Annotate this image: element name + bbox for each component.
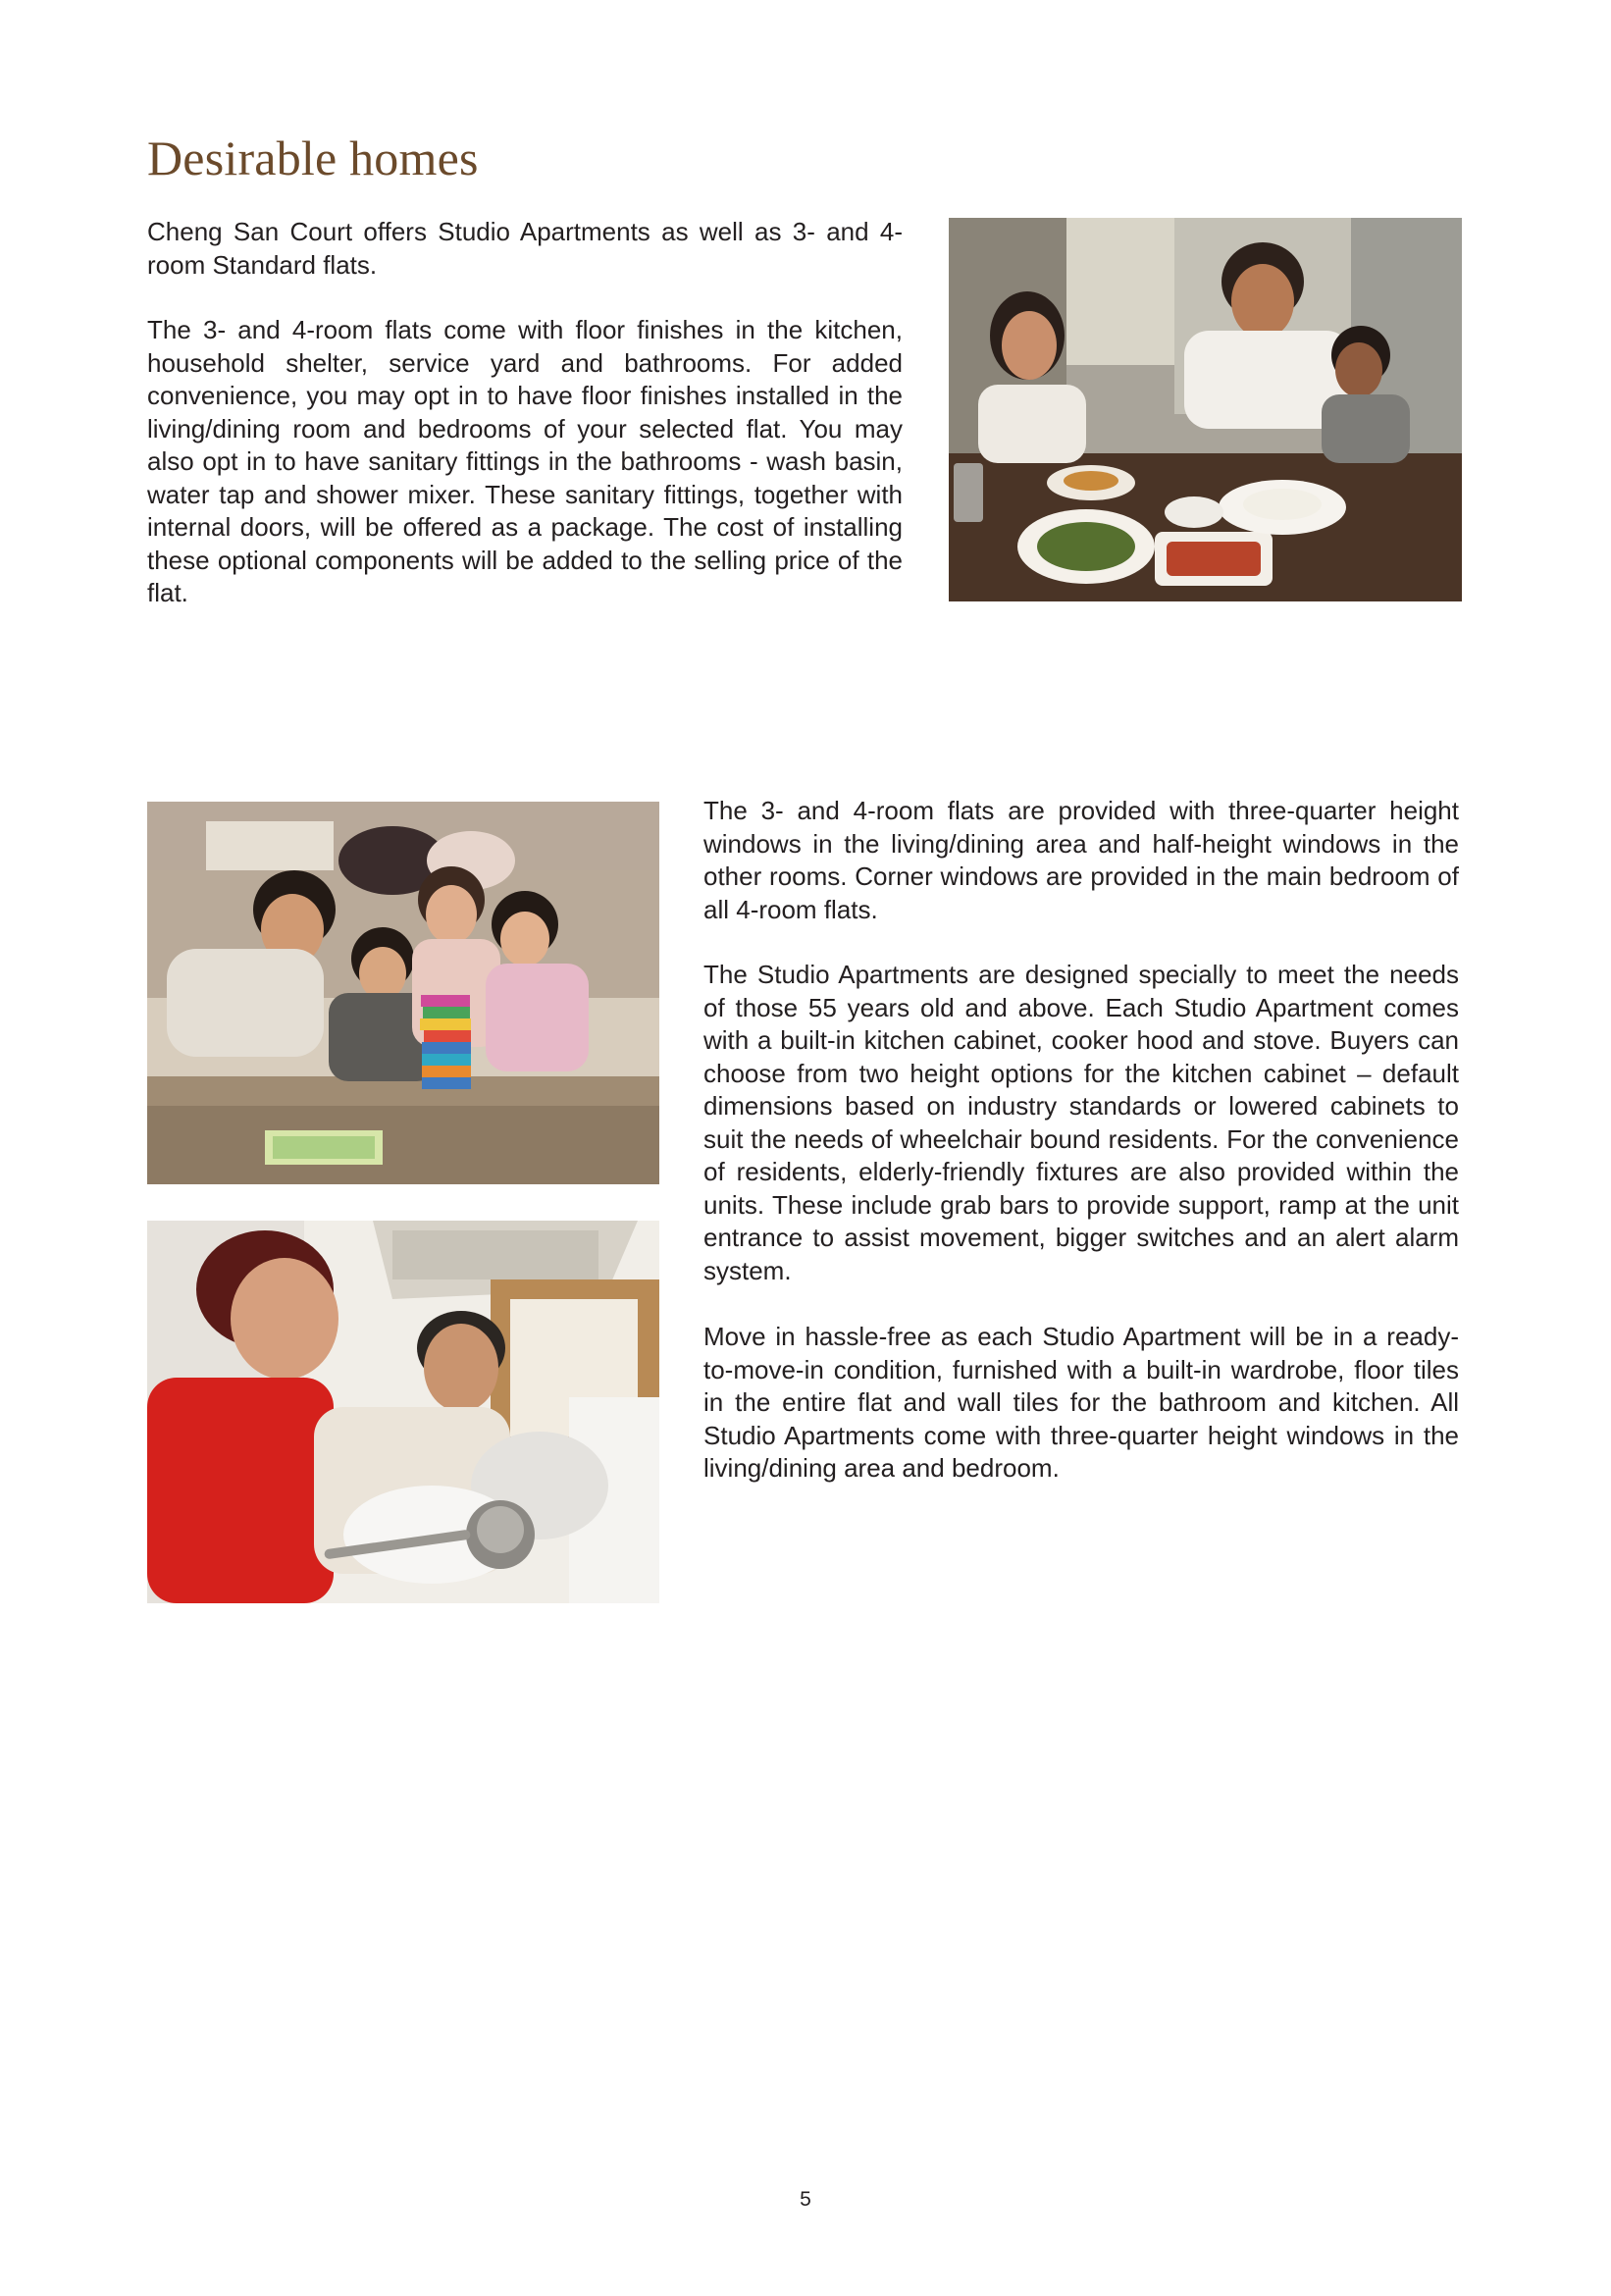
move-in-paragraph: Move in hassle-free as each Studio Apartment will be in a ready-to-move-in condition, furnished with a built-in wardrobe, floor tiles in the entire flat and wall tiles for the bathroom and kitchen. All Studio Apartments come with three-quarter height windows in the living/dining area and bedroom. [703, 1322, 1459, 1483]
family-playing-photo [147, 802, 659, 1184]
couple-cooking-photo [147, 1221, 659, 1603]
family-dining-photo [949, 218, 1462, 601]
finishes-paragraph: The 3- and 4-room flats come with floor finishes in the kitchen, household shelter, service yard and bathrooms. For added convenience, you may opt in to have floor finishes installed in the living/dining room and bedrooms of your selected flat. You may also opt in to have sanitary fittings in the bathrooms - wash basin, water tap and shower mixer. These sanitary fittings, together with internal doors, will be offered as a package. The cost of installing these optional components will be added to the selling price of the flat. [147, 315, 903, 607]
page-number: 5 [800, 2188, 811, 2211]
windows-paragraph: The 3- and 4-room flats are provided with three-quarter height windows in the living/dining area and half-height windows in the other rooms. Corner windows are provided in the main bedroom of all 4-room flats. [703, 796, 1459, 924]
page-title: Desirable homes [147, 130, 479, 185]
studio-paragraph: The Studio Apartments are designed specially to meet the needs of those 55 years old and above. Each Studio Apartment comes with a built-in kitchen cabinet, cooker hood and stove. Buyers can choose from two height options for the kitchen cabinet – default dimensions based on industry standards or lowered cabinets to suit the needs of wheelchair bound residents. For the convenience of residents, elderly-friendly fixtures are also provided within the units. These include grab bars to provide support, ramp at the unit entrance to assist movement, bigger switches and an alert alarm system. [703, 960, 1459, 1285]
intro-paragraph: Cheng San Court offers Studio Apartments as well as 3- and 4-room Standard flats. [147, 217, 903, 280]
